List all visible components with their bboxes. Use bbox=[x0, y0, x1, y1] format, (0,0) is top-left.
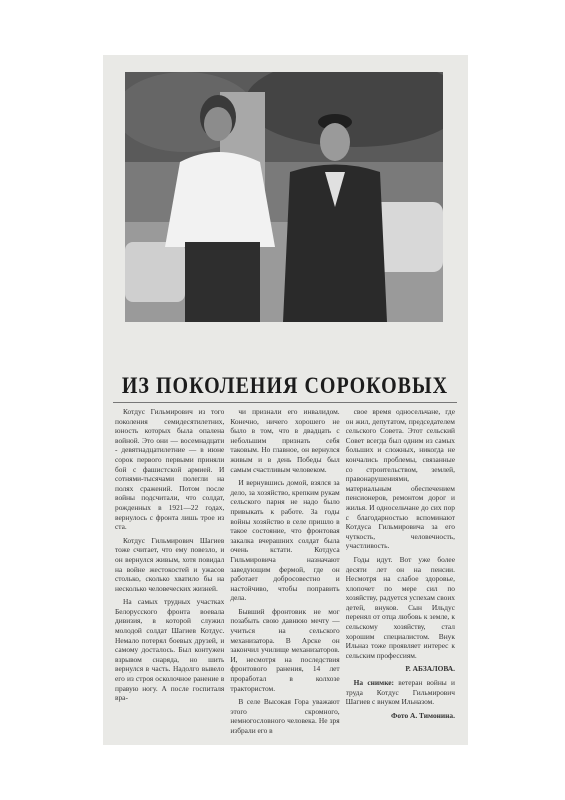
article-column-2 bbox=[230, 407, 339, 742]
article-headline: ИЗ ПОКОЛЕНИЯ СОРОКОВЫХ bbox=[121, 373, 449, 399]
article-body bbox=[115, 407, 455, 742]
paragraph: На самых трудных участках Белорусского фронта воевала дивизия, в которой служил молодой солдат Шагиев Котдус. Немало потерял боевых друзей, и самому досталось. Был контужен взрывом снаряда, но шить вернулся в часть. Надолго вывело его из строя осколочное ранение в правую ногу. А после госпиталя вра- bbox=[115, 597, 225, 703]
paragraph: Бывший фронтовик не мог позабыть свою давнюю мечту — учиться на сельского механизатора. В Арске он закончил училище механизаторов. И, несмотря на последствия фронтового ранения, 14 лет проработал в колхозе трактористом. bbox=[230, 606, 340, 693]
author-signature: Р. АБЗАЛОВА. bbox=[405, 664, 455, 674]
paragraph: Котдус Гильмирович из того поколения семидесятилетних, юность которых была опалена войной. Это они — восемнадцати - девятнадцатилетние — в июне сорок первого первыми приняли бой с фашистской армией. И сотнями-тысячами полегли на полях сражений. Потом после войны подсчитали, что солдат, рожденных в 1921—22 годах, вернулось с фронта лишь трое из ста. bbox=[115, 407, 225, 532]
headline-divider bbox=[113, 402, 457, 403]
photo-illustration bbox=[125, 72, 443, 322]
paragraph: В селе Высокая Гора уважают этого скромного, немногословного человека. Не зря избрали его в bbox=[230, 697, 340, 735]
paragraph: чи признали его инвалидом. Конечно, ничего хорошего не было в том, что в двадцать с небольшим признать себя таковым. Но главное, он вернулся живым и в день Победы был самым счастливым человеком. bbox=[230, 407, 340, 474]
paragraph: Годы идут. Вот уже более десяти лет он на пенсии. Несмотря на слабое здоровье, хлопочет по мере сил по хозяйству, радуется успехам своих детей, внуков. Сын Ильдус перенял от отца любовь к земле, к сельскому хозяйству, стал хорошим специалистом. Внук Ильназ тоже проявляет интерес к сельским профессиям. bbox=[345, 554, 455, 660]
paragraph: И вернувшись домой, взялся за дело, за хозяйство, крепким рукам сельского парня не надо было привыкать к работе. За годы войны хозяйство в селе пришло в такое состояние, что фронтовая закалка вчерашних солдат была очень кстати. Котдуса Гильмировича назначают заведующим фермой, где он работает добросовестно и настойчиво, чтобы поправить дела. bbox=[230, 478, 340, 603]
caption-text: ветеран войны и труда Котдус Гильмирович Шагиев с внуком Ильназом. bbox=[345, 678, 455, 707]
article-column-3 bbox=[346, 407, 455, 742]
paragraph: Котдус Гильмирович Шагиев тоже считает, что ему повезло, и он вернулся живым, хотя повидал на войне жестокостей и ужасов столько, сколько хватило бы на несколько человеческих жизней. bbox=[115, 535, 225, 593]
photo-caption bbox=[346, 678, 455, 707]
caption-lead: На снимке: bbox=[353, 678, 395, 688]
paragraph: свое время односельчане, где он жил, депутатом, председателем сельского Совета. Этот сельский Совет всегда был одним из самых больших и сложных, никогда не кончались проблемы, связанные со строительством, землей, правонарушениями, материальным обеспечением пенсионеров, ремонтом дорог и жилья. И односельчане до сих пор с благодарностью вспоминают Котдуса Гильмировича за его чуткость, человечность, участливость. bbox=[345, 407, 455, 551]
photo-credit: Фото А. Тимонина. bbox=[390, 710, 455, 720]
article-photo bbox=[125, 72, 443, 322]
article-column-1 bbox=[115, 407, 224, 742]
